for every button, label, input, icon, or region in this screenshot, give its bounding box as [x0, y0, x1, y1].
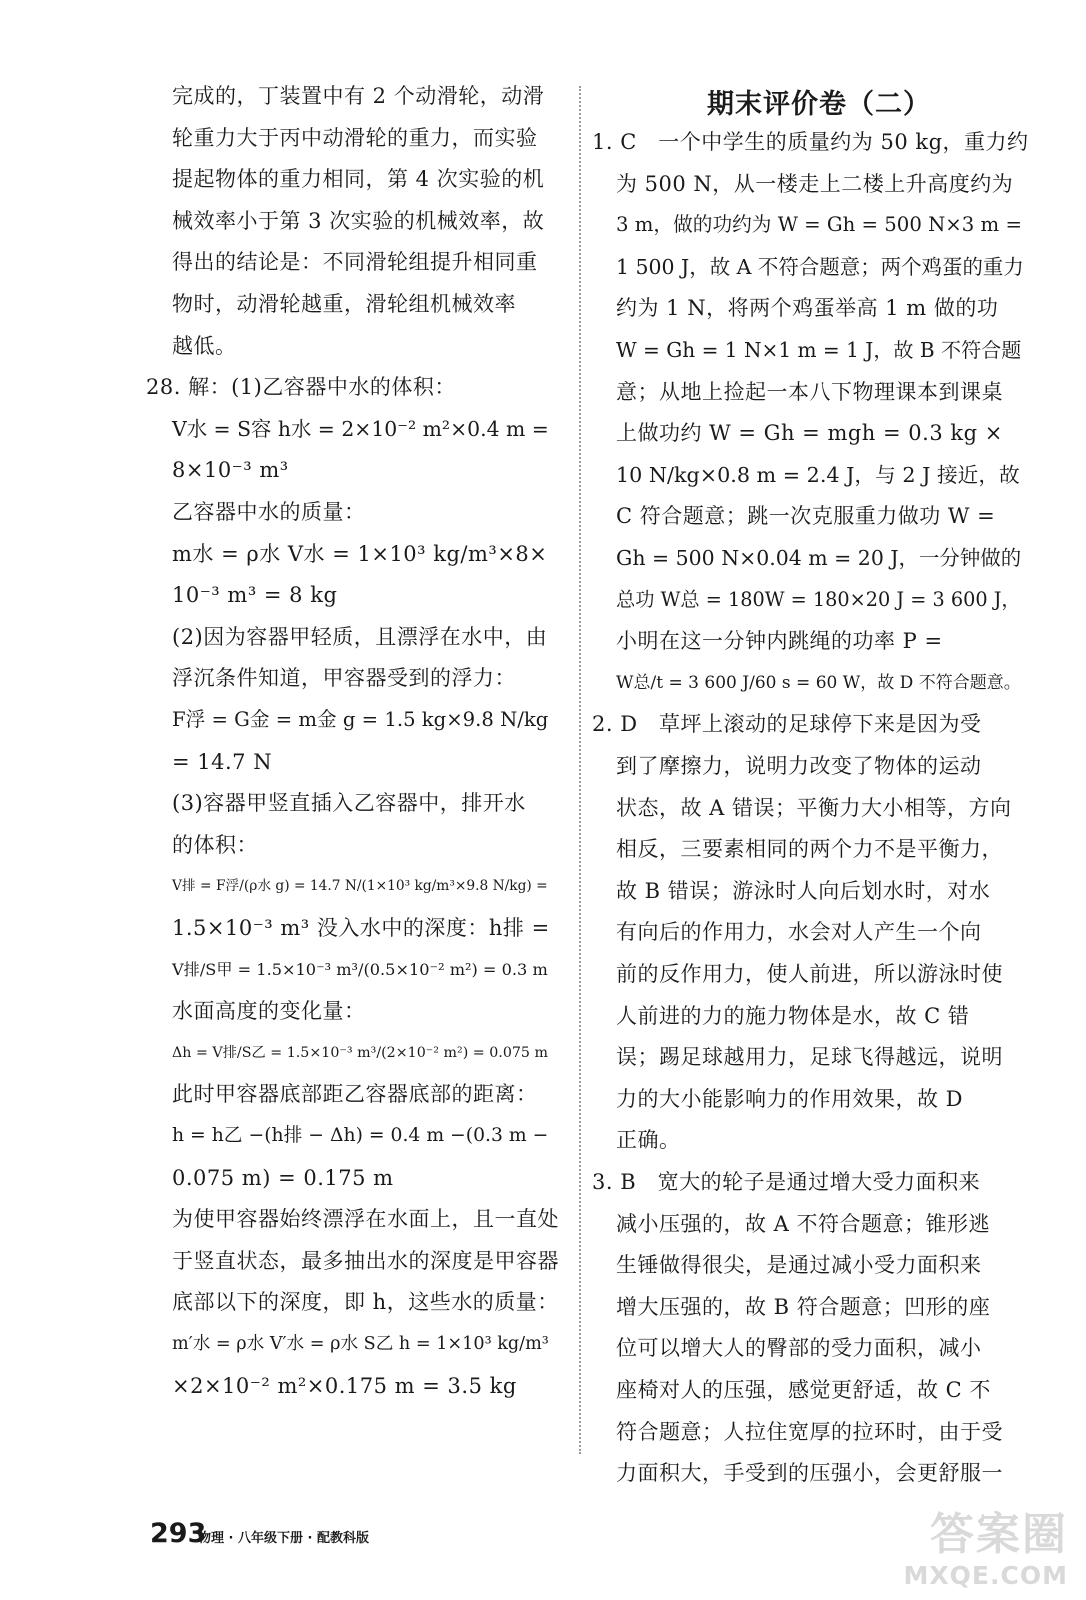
- text-line: 的体积：: [172, 832, 258, 857]
- text-line: 故 B 错误；游泳时人向后划水时，对水: [616, 878, 991, 903]
- section-heading: 期末评价卷（二）: [707, 89, 931, 120]
- text-line: 生锤做得很尖，是通过减小受力面积来: [616, 1253, 982, 1278]
- text-line: 相反，三要素相同的两个力不是平衡力，: [616, 837, 1003, 862]
- text-line: 1 500 J，故 A 不符合题意；两个鸡蛋的重力: [616, 254, 1024, 279]
- text-line: C 符合题意；跳一次克服重力做功 W =: [616, 504, 996, 529]
- text-line: 前的反作用力，使人前进，所以游泳时使: [616, 962, 1003, 986]
- text-line: F浮 = G金 = m金 g = 1.5 kg×9.8 N/kg: [172, 708, 549, 731]
- text-line: 物时，动滑轮越重，滑轮组机械效率: [172, 292, 516, 316]
- text-line: W = Gh = 1 N×1 m = 1 J，故 B 不符合题: [616, 338, 1022, 362]
- text-line: = 14.7 N: [172, 749, 273, 774]
- text-line: 正确。: [616, 1128, 681, 1153]
- page-number: 293: [150, 1518, 207, 1549]
- text-line: 底部以下的深度，即 h，这些水的质量：: [172, 1290, 559, 1315]
- watermark-text: 答案圈: [930, 1509, 1068, 1560]
- watermark-logo: [898, 1498, 1068, 1590]
- text-line: 1.5×10⁻³ m³ 没入水中的深度：h排 =: [172, 916, 550, 940]
- text-line: 完成的，丁装置中有 2 个动滑轮，动滑: [172, 84, 545, 108]
- text-line: 意；从地上捡起一本八下物理课本到课桌: [616, 379, 1003, 404]
- text-line: 此时甲容器底部距乙容器底部的距离：: [172, 1082, 538, 1107]
- text-line: 0.075 m) = 0.175 m: [172, 1165, 394, 1190]
- text-line: m水 = ρ水 V水 = 1×10³ kg/m³×8×: [172, 541, 548, 566]
- text-line: 为使甲容器始终漂浮在水面上，且一直处: [172, 1207, 559, 1232]
- text-line: 于竖直状态，最多抽出水的深度是甲容器: [172, 1248, 559, 1273]
- text-line: 越低。: [172, 333, 237, 358]
- text-line: 人前进的力的施力物体是水，故 C 错: [616, 1003, 970, 1028]
- text-line: (3)容器甲竖直插入乙容器中，排开水: [172, 791, 526, 816]
- text-line: 力面积大，手受到的压强小，会更舒服一: [616, 1461, 1003, 1486]
- text-line: 位可以增大人的臀部的受力面积，减小: [616, 1336, 982, 1361]
- text-line: V排 = F浮/(ρ水 g) = 14.7 N/(1×10³ kg/m³×9.8 N/kg) =: [172, 878, 548, 895]
- text-line: 到了摩擦力，说明力改变了物体的运动: [616, 754, 982, 778]
- text-line: 乙容器中水的质量：: [172, 500, 366, 524]
- book-label: 物理 · 八年级下册 · 配教科版: [198, 1531, 369, 1546]
- text-line: W总/t = 3 600 J/60 s = 60 W，故 D 不符合题意。: [616, 672, 1021, 693]
- text-line: 得出的结论是：不同滑轮组提升相同重: [172, 250, 538, 275]
- text-line: 约为 1 N，将两个鸡蛋举高 1 m 做的功: [616, 296, 999, 321]
- text-line: 8×10⁻³ m³: [172, 458, 289, 483]
- text-line: (2)因为容器甲轻质，且漂浮在水中，由: [172, 624, 548, 649]
- text-line: 力的大小能影响力的作用效果，故 D: [616, 1086, 964, 1111]
- text-line: V排/S甲 = 1.5×10⁻³ m³/(0.5×10⁻² m²) = 0.3 m: [172, 959, 548, 979]
- text-line: 3 m，做的功约为 W = Gh = 500 N×3 m =: [616, 213, 1022, 237]
- text-line: 增大压强的，故 B 符合题意；凹形的座: [616, 1294, 991, 1319]
- text-line: 10⁻³ m³ = 8 kg: [172, 583, 338, 608]
- text-line: m′水 = ρ水 V′水 = ρ水 S乙 h = 1×10³ kg/m³: [172, 1334, 549, 1354]
- text-line: 小明在这一分钟内跳绳的功率 P =: [616, 629, 943, 654]
- text-line: 上做功约 W = Gh = mgh = 0.3 kg ×: [616, 421, 1003, 446]
- text-line: 状态，故 A 错误；平衡力大小相等，方向: [616, 795, 1012, 820]
- text-line: 总功 W总 = 180W = 180×20 J = 3 600 J，: [616, 587, 1021, 611]
- text-line: Δh = V排/S乙 = 1.5×10⁻³ m³/(2×10⁻² m²) = 0.075 m: [172, 1044, 549, 1061]
- text-line: h = h乙 −(h排 − Δh) = 0.4 m −(0.3 m −: [172, 1125, 549, 1146]
- text-line: 座椅对人的压强，感觉更舒适，故 C 不: [616, 1378, 991, 1402]
- text-line: 有向后的作用力，水会对人产生一个向: [616, 920, 982, 945]
- text-line: 符合题意；人拉住宽厚的拉环时，由于受: [616, 1419, 1003, 1444]
- text-line: Gh = 500 N×0.04 m = 20 J，一分钟做的: [616, 546, 1022, 570]
- text-line: 28. 解：(1)乙容器中水的体积：: [146, 375, 456, 400]
- watermark-site: MXQE.COM: [903, 1561, 1068, 1590]
- text-line: 10 N/kg×0.8 m = 2.4 J，与 2 J 接近，故: [616, 462, 1020, 487]
- text-line: ×2×10⁻² m²×0.175 m = 3.5 kg: [172, 1373, 517, 1398]
- text-line: 轮重力大于丙中动滑轮的重力，而实验: [172, 125, 538, 150]
- text-line: 提起物体的重力相同，第 4 次实验的机: [172, 167, 545, 192]
- text-line: 械效率小于第 3 次实验的机械效率，故: [172, 208, 545, 233]
- column-divider: [579, 86, 581, 1454]
- text-line: 减小压强的，故 A 不符合题意；锥形逃: [616, 1211, 991, 1236]
- text-line: 水面高度的变化量：: [172, 999, 366, 1024]
- text-line: 为 500 N，从一楼走上二楼上升高度约为: [616, 171, 1014, 196]
- text-line: 2. D 草坪上滚动的足球停下来是因为受: [592, 712, 982, 737]
- text-line: 3. B 宽大的轮子是通过增大受力面积来: [592, 1170, 981, 1194]
- text-line: 误；踢足球越用力，足球飞得越远，说明: [616, 1045, 1003, 1070]
- text-line: 1. C 一个中学生的质量约为 50 kg，重力约: [592, 130, 1029, 154]
- text-line: V水 = S容 h水 = 2×10⁻² m²×0.4 m =: [172, 416, 549, 441]
- text-line: 浮沉条件知道，甲容器受到的浮力：: [172, 666, 516, 691]
